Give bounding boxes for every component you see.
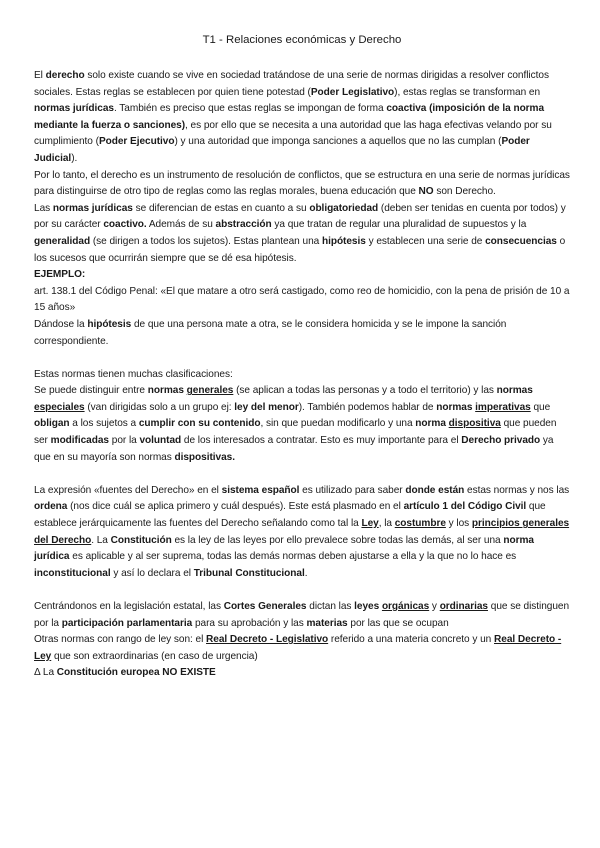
text-run: . La: [91, 534, 111, 546]
bold-term: derecho: [45, 70, 85, 81]
paragraph-ejemplo-label: [34, 267, 570, 284]
bold-term: Poder Judicial: [34, 136, 530, 164]
bold-term: NO: [418, 186, 434, 198]
paragraph-constitucion-europea: [34, 665, 570, 682]
text-run: para su aprobación y las: [192, 617, 307, 629]
text-run: que: [530, 401, 551, 413]
text-run: art. 138.1 del Código Penal: «El que matare a otro será castigado, como reo de homicidio, con la pena de prisión de 10 a 15 años»: [34, 285, 570, 314]
text-run: ).: [71, 152, 78, 164]
paragraph-hipotesis: [34, 317, 570, 350]
bold-term: obligatoriedad: [309, 202, 379, 214]
text-run: (se dirigen a todos los sujetos). Estas plantean una: [90, 235, 322, 247]
text-run: por las que se ocupan: [347, 617, 449, 629]
bold-term: hipótesis: [321, 235, 366, 247]
text-run: (van dirigidas solo a un grupo ej:: [84, 401, 235, 413]
text-run: Las: [34, 202, 53, 214]
bold-term: ordena: [34, 501, 68, 513]
spacer: [34, 350, 570, 367]
bold-term: Derecho privado: [461, 435, 541, 447]
text-run: y establecen una serie de: [365, 235, 486, 247]
bold-term: sistema español: [221, 484, 300, 496]
underlined-bold-term: especiales: [34, 401, 85, 413]
text-run: dictan las: [306, 601, 355, 612]
bold-term: cumplir con su contenido: [138, 418, 261, 430]
text-run: referido a una materia concreto y un: [328, 634, 495, 646]
bold-term: norma: [415, 418, 449, 430]
text-run: , sin que puedan modificarlo y una: [260, 418, 416, 430]
underlined-bold-term: dispositiva: [448, 418, 501, 430]
underlined-bold-term: Real Decreto - Legislativo: [206, 634, 329, 646]
text-run: (se aplican a todas las personas y a todo el territorio) y las: [233, 385, 497, 397]
text-run: , la: [378, 518, 395, 530]
text-run: es aplicable y al ser suprema, todas las demás normas deben ajustarse a ella y la que no lo hace es: [69, 551, 517, 563]
paragraph-legislacion-estatal: [34, 599, 570, 632]
text-run: Se puede distinguir entre: [34, 385, 148, 397]
text-run: Dándose la: [34, 318, 88, 330]
text-run: La expresión «fuentes del Derecho» en el: [34, 484, 222, 496]
text-run: estas normas y nos las: [464, 484, 570, 496]
text-run: ya que en su mayoría son normas: [34, 435, 554, 463]
bold-term: normas: [147, 385, 187, 397]
bold-term: materias: [306, 617, 348, 629]
text-run: ya que tratan de regular una pluralidad de supuestos y la: [271, 219, 527, 231]
bold-term: donde están: [405, 484, 465, 496]
bold-term: Constitución europea NO EXISTE: [56, 667, 216, 679]
text-run: que se distinguen por la: [34, 601, 570, 629]
text-run: es utilizado para saber: [299, 484, 406, 496]
text-run: se diferencian de estas en cuanto a su: [132, 202, 310, 214]
bold-term: ley del menor: [234, 401, 299, 413]
bold-term: generalidad: [34, 235, 91, 247]
bold-term: normas: [436, 401, 476, 413]
bold-term: EJEMPLO:: [34, 269, 86, 281]
text-run: (nos dice cuál se aplica primero y cuál después). Este está plasmado en el: [67, 501, 404, 513]
bold-term: participación parlamentaria: [61, 617, 193, 629]
document-title: T1 - Relaciones económicas y Derecho: [202, 34, 402, 46]
text-run: de que una persona mate a otra, se le considera homicida y se le impone la sanción correspondiente.: [34, 318, 507, 347]
bold-term: dispositivas.: [174, 451, 235, 463]
underlined-bold-term: generales: [186, 385, 234, 397]
bold-term: Cortes Generales: [223, 601, 307, 612]
text-run: que son extraordinarias (en caso de urgencia): [51, 650, 258, 662]
text-run: El: [34, 70, 46, 81]
bold-term: Poder Ejecutivo: [98, 136, 175, 148]
bold-term: inconstitucional: [34, 567, 111, 579]
underlined-bold-term: orgánicas: [381, 601, 430, 612]
bold-term: hipótesis: [87, 318, 132, 330]
paragraph-normas-juridicas: [34, 201, 570, 267]
text-run: y los: [445, 518, 472, 530]
text-run: ) y una autoridad que imponga sanciones a aquellos que no las cumplan (: [174, 136, 502, 148]
text-run: , es por ello que se necesita a una autoridad que las haga efectivas velando por su cumplimiento (: [34, 119, 552, 148]
bold-term: voluntad: [139, 435, 182, 447]
bold-term: abstracción: [215, 219, 272, 231]
spacer: [34, 582, 570, 599]
text-run: Otras normas con rango de ley son: el: [34, 634, 207, 646]
underlined-bold-term: Ley: [361, 518, 379, 530]
text-run: y: [429, 601, 440, 612]
text-run: .: [304, 567, 308, 579]
text-run: que pueden ser: [34, 418, 557, 447]
document-body: [34, 68, 570, 682]
bold-term: norma jurídica: [34, 534, 534, 563]
bold-term: artículo 1 del Código Civil: [403, 501, 527, 513]
bold-term: Tribunal Constitucional: [193, 567, 305, 579]
paragraph-instrumento: [34, 168, 570, 201]
text-run: por la: [109, 435, 140, 447]
spacer: [34, 466, 570, 483]
paragraph-clasificaciones-intro: [34, 367, 570, 384]
underlined-bold-term: ordinarias: [439, 601, 488, 612]
bold-term: obligan: [34, 418, 70, 430]
text-run: Además de su: [146, 219, 216, 231]
paragraph-codigo-penal-quote: [34, 284, 570, 317]
underlined-bold-term: costumbre: [394, 518, 446, 530]
text-run: ). También podemos hablar de: [298, 401, 437, 413]
text-run: a los sujetos a: [69, 418, 139, 430]
bold-term: Poder Legislativo: [310, 86, 395, 98]
text-run: . También es preciso que estas reglas se impongan de forma: [113, 103, 387, 115]
paragraph-fuentes-derecho: [34, 483, 570, 583]
text-run: (deben ser tenidas en cuenta por todos) y por su carácter: [34, 202, 566, 231]
text-run: que establece jerárquicamente las fuentes del Derecho señalando como tal la: [34, 501, 546, 530]
text-run: de los interesados a contratar. Esto es muy importante para el: [181, 435, 462, 447]
text-run: ), estas reglas se transforman en: [394, 86, 541, 98]
bold-term: normas jurídicas: [34, 103, 114, 115]
underlined-bold-term: principios generales del Derecho: [34, 518, 570, 546]
text-run: y así lo declara el: [110, 567, 194, 579]
bold-term: coactivo.: [103, 219, 147, 231]
paragraph-clasificaciones: [34, 383, 570, 466]
bold-term: normas jurídicas: [52, 202, 133, 214]
text-run: Centrándonos en la legislación estatal, las: [34, 601, 224, 612]
text-run: Δ La: [34, 667, 57, 679]
text-run: o los sucesos que ocurrirán siempre que se dé esa hipótesis.: [34, 235, 566, 264]
bold-term: normas: [496, 385, 533, 397]
bold-term: leyes: [354, 601, 380, 612]
paragraph-otras-normas: [34, 632, 570, 665]
text-run: es la ley de las leyes por ello prevalece sobre todas las demás, al ser una: [171, 534, 504, 546]
text-run: son Derecho.: [433, 186, 496, 198]
bold-term: coactiva (imposición de la norma mediante la fuerza o sanciones): [34, 103, 545, 131]
underlined-bold-term: Real Decreto - Ley: [34, 634, 562, 662]
text-run: Por lo tanto, el derecho es un instrumento de resolución de conflictos, que se estructura en una serie de normas jurídicas para distinguirse de otro tipo de reglas como las reglas morales, buena educación que: [34, 169, 570, 198]
bold-term: Constitución: [110, 534, 172, 546]
paragraph-derecho-intro: [34, 68, 570, 168]
text-run: Estas normas tienen muchas clasificaciones:: [34, 368, 233, 380]
bold-term: consecuencias: [485, 235, 557, 247]
text-run: solo existe cuando se vive en sociedad tratándose de una serie de normas dirigidas a resolver conflictos sociales. Estas reglas se establecen por quien tiene potestad (: [34, 70, 549, 98]
bold-term: modificadas: [50, 435, 109, 447]
underlined-bold-term: imperativas: [475, 401, 531, 413]
